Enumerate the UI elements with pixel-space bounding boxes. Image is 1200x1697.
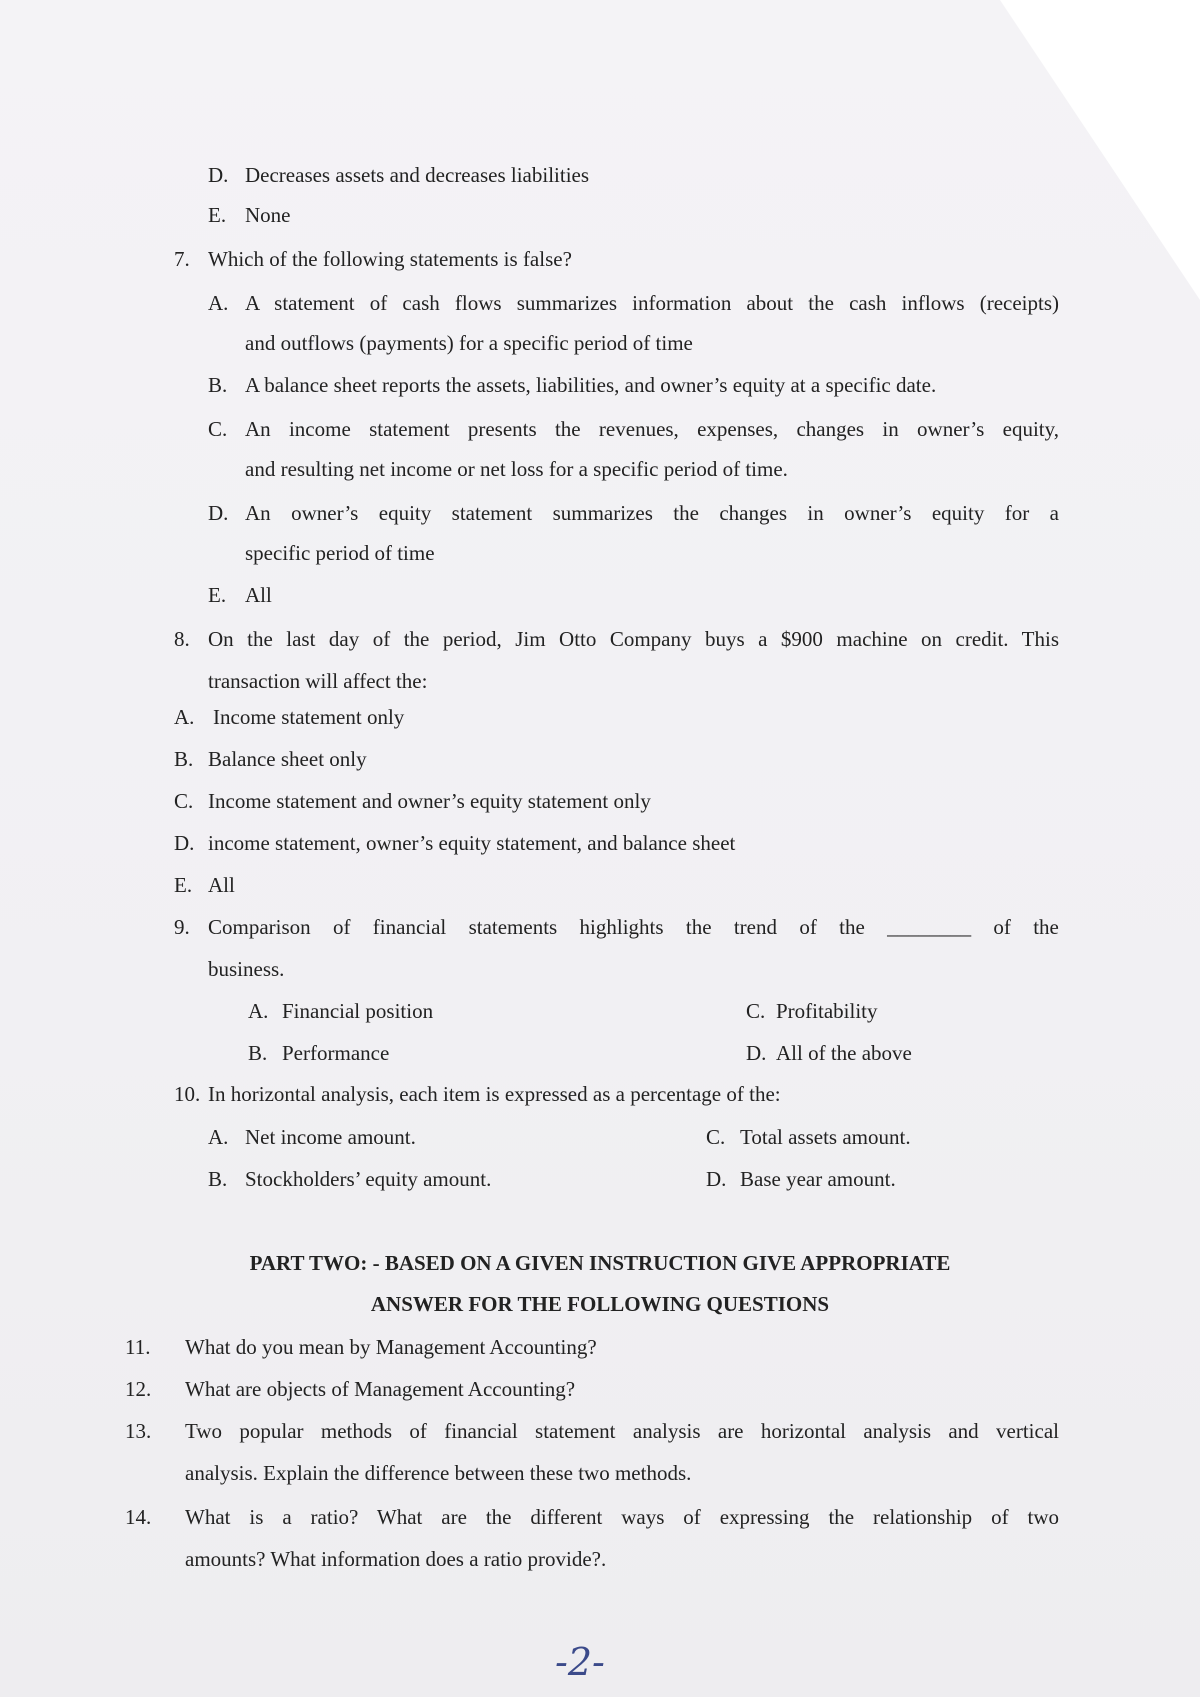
part-two-heading: PART TWO: - BASED ON A GIVEN INSTRUCTION GIVE APPROPRIATE (249, 1251, 951, 1275)
q9-question-continued: business. (208, 957, 285, 981)
q9-question-words: Comparison of financial statements highlights the trend of the ________ of the (208, 915, 1059, 939)
q7-option-a-continued: and outflows (payments) for a specific period of time (245, 331, 693, 355)
q7-option-d-continued: specific period of time (245, 541, 435, 565)
q8-question-continued: transaction will affect the: (208, 669, 428, 693)
folded-corner (1000, 0, 1200, 300)
q7-option-c-continued: and resulting net income or net loss for a specific period of time. (245, 457, 788, 481)
part-two-heading-continued: ANSWER FOR THE FOLLOWING QUESTIONS (370, 1292, 830, 1316)
q13-question-continued: analysis. Explain the difference between these two methods. (185, 1461, 692, 1485)
page-number: -2- (555, 1640, 605, 1684)
answer-blank: ________ (887, 915, 972, 939)
q14-question-continued: amounts? What information does a ratio provide?. (185, 1547, 607, 1571)
scanned-page: D. Decreases assets and decreases liabilities E. None 7. Which of the following statements is false? A. A statement of cash flows summarizes information about the cash inflows (receipts) and outflows (payments) for a specific period of time B. A balance sheet reports the assets, liabilities, and owner’s equity at a specific date. C. An income statement presents the revenues, expenses, changes in owner’s equity, and resulting net income or net loss for a specific period of time. D. An owner’s equity statement summarizes the changes in owner’s equity for a specific period of time E. All 8. On the last day of the period, Jim Otto Company buys a $900 machine on credit. This transaction will affect the: A. Income statement only B. Balance sheet only C. Income statement and owner’s equity statement only D. income statement, owner’s equity statement, and balance sheet E. All 9. Comparison of financial statements highlights the trend of the ________ of the business. A. Financial position C. Profitability B. Performance D. All of the above 10. In horizontal analysis, each item is expressed as a percentage of the: A. Net income amount. C. Total assets amount. B. Stockholders’ equity amount. D. Base year amount. PART TWO: - BASED ON A GIVEN INSTRUCTION GIVE APPROPRIATE ANSWER FOR THE FOLLOWING QUESTIONS 11. What do you mean by Management Accounting? 12. What are objects of Management Accounting? 13. Two popular methods of financial statement analysis are horizontal analysis and vertical analysis. Explain the difference between these two methods. 14. What is a ratio? What are the different ways of expressing the relationship of two amounts? What information does a ratio provide?. -2- (0, 0, 1200, 1697)
